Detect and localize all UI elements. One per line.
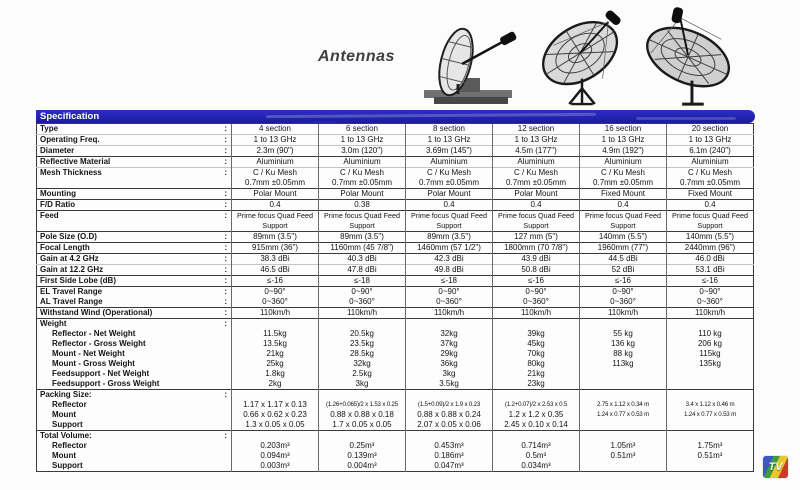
spec-header-label: Specification	[40, 111, 100, 122]
spec-value: 32kg	[406, 329, 493, 339]
row-label: Mount	[52, 410, 76, 419]
spec-value: 1460mm (57 1/2")	[406, 243, 493, 254]
spec-value: 0.7mm ±0.05mm	[232, 178, 319, 189]
spec-value	[667, 431, 754, 442]
spec-value: 0~360°	[406, 297, 493, 308]
spec-value: 0~90°	[232, 287, 319, 298]
spec-value: 115kg	[667, 349, 754, 359]
spec-value: 915mm (36")	[232, 243, 319, 254]
spec-row	[37, 287, 754, 298]
spec-value: 38.3 dBi	[232, 254, 319, 265]
spec-value: 1 to 13 GHz	[667, 135, 754, 146]
spec-value: (1.26+0.065)/2 x 1.53 x 0.25	[319, 400, 406, 410]
spec-value: 0.88 x 0.88 x 0.24	[406, 410, 493, 420]
spec-value: 40.3 dBi	[319, 254, 406, 265]
page-title: Antennas	[318, 48, 395, 65]
spec-value	[667, 420, 754, 431]
spec-value: 135kg	[667, 359, 754, 369]
spec-value: 21kg	[493, 369, 580, 379]
spec-value: 36kg	[406, 359, 493, 369]
satellite-dish-photo-2	[534, 6, 632, 110]
spec-value	[232, 390, 319, 401]
ink-smudge-icon	[266, 113, 596, 118]
spec-value: (1.2+0.07)/2 x 2.53 x 0.5	[493, 400, 580, 410]
spec-value: 110km/h	[667, 308, 754, 319]
spec-value: 0.88 x 0.88 x 0.18	[319, 410, 406, 420]
spec-value: Prime focus Quad Feed Support	[406, 211, 493, 232]
spec-value: 1.24 x 0.77 x 0.53 m	[667, 410, 754, 420]
spec-value: 1 to 13 GHz	[406, 135, 493, 146]
spec-table	[36, 123, 754, 472]
spec-value: 140mm (5.5")	[667, 232, 754, 243]
spec-value: ≤-18	[406, 276, 493, 287]
spec-value: 0~90°	[493, 287, 580, 298]
row-label: First Side Lobe (dB) :	[37, 276, 232, 287]
spec-value: 20.5kg	[319, 329, 406, 339]
spec-value: 140mm (5.5")	[580, 232, 667, 243]
spec-value: 53.1 dBi	[667, 265, 754, 276]
spec-value: 1.05m³	[580, 441, 667, 451]
spec-value: 110 kg	[667, 329, 754, 339]
row-label: Support	[52, 420, 83, 429]
spec-table-body	[37, 124, 754, 472]
spec-value: 52 dBi	[580, 265, 667, 276]
spec-value: 0.203m³	[232, 441, 319, 451]
spec-value: Polar Mount	[493, 189, 580, 200]
spec-value: 0.51m³	[667, 451, 754, 461]
ink-smudge-icon	[636, 117, 736, 120]
spec-value: 0~90°	[319, 287, 406, 298]
spec-value: 12 section	[493, 124, 580, 135]
spec-value: 3kg	[319, 379, 406, 390]
spec-value: 0.7mm ±0.05mm	[667, 178, 754, 189]
row-label: Mount	[52, 451, 76, 460]
spec-value: ≤-18	[319, 276, 406, 287]
spec-value: 3.4 x 1.12 x 0.46 m	[667, 400, 754, 410]
spec-value: 0.7mm ±0.05mm	[580, 178, 667, 189]
spec-value: 1.3 x 0.05 x 0.05	[232, 420, 319, 431]
spec-row	[37, 157, 754, 168]
spec-value: ≤-16	[667, 276, 754, 287]
row-label: Withstand Wind (Operational) :	[37, 308, 232, 319]
spec-value: Prime focus Quad Feed Support	[319, 211, 406, 232]
satellite-dish-photo-3	[636, 6, 744, 110]
row-label: Mounting :	[37, 189, 232, 200]
row-label: Gain at 12.2 GHz :	[37, 265, 232, 276]
spec-value: Aluminium	[319, 157, 406, 168]
spec-value: C / Ku Mesh	[406, 168, 493, 179]
spec-value	[493, 390, 580, 401]
spec-value: 0.047m³	[406, 461, 493, 472]
spec-value: 0.004m³	[319, 461, 406, 472]
spec-value: Fixed Mount	[580, 189, 667, 200]
spec-value: 0.186m³	[406, 451, 493, 461]
spec-row	[37, 319, 754, 330]
row-label: Feedsupport - Net Weight	[52, 369, 150, 378]
spec-value: 0.034m³	[493, 461, 580, 472]
spec-row	[37, 308, 754, 319]
spec-value: 6 section	[319, 124, 406, 135]
spec-value	[232, 431, 319, 442]
spec-value: 1160mm (45 7/8")	[319, 243, 406, 254]
spec-value: Prime focus Quad Feed Support	[667, 211, 754, 232]
spec-value: 206 kg	[667, 339, 754, 349]
spec-value: 13.5kg	[232, 339, 319, 349]
spec-value: 0~90°	[667, 287, 754, 298]
spec-value: 2.5kg	[319, 369, 406, 379]
row-label: Feedsupport - Gross Weight	[52, 379, 160, 388]
spec-row	[37, 135, 754, 146]
spec-row	[37, 379, 754, 390]
spec-value: Prime focus Quad Feed Support	[493, 211, 580, 232]
spec-row	[37, 349, 754, 359]
spec-value	[580, 390, 667, 401]
spec-row	[37, 189, 754, 200]
spec-value: 113kg	[580, 359, 667, 369]
spec-value: 6.1m (240")	[667, 146, 754, 157]
spec-row	[37, 265, 754, 276]
spec-value: 2440mm (96")	[667, 243, 754, 254]
spec-value: 0~90°	[580, 287, 667, 298]
spec-value: 127 mm (5")	[493, 232, 580, 243]
spec-value: 0.7mm ±0.05mm	[493, 178, 580, 189]
spec-value: 0.094m³	[232, 451, 319, 461]
spec-row	[37, 211, 754, 232]
spec-value: 1.17 x 1.17 x 0.13	[232, 400, 319, 410]
spec-value: 89mm (3.5")	[406, 232, 493, 243]
spec-value: 80kg	[493, 359, 580, 369]
spec-value: 0.51m³	[580, 451, 667, 461]
spec-value: 1 to 13 GHz	[493, 135, 580, 146]
spec-value: 47.8 dBi	[319, 265, 406, 276]
row-label: Type :	[37, 124, 232, 135]
spec-row	[37, 297, 754, 308]
spec-value: 0~360°	[667, 297, 754, 308]
row-label: F/D Ratio :	[37, 200, 232, 211]
spec-row	[37, 276, 754, 287]
spec-value	[406, 390, 493, 401]
spec-value: 16 section	[580, 124, 667, 135]
spec-value	[493, 319, 580, 330]
spec-value	[580, 319, 667, 330]
spec-value: 4.5m (177")	[493, 146, 580, 157]
spec-value: 1960mm (77")	[580, 243, 667, 254]
spec-value: 0.7mm ±0.05mm	[406, 178, 493, 189]
spec-value: 43.9 dBi	[493, 254, 580, 265]
row-label: Operating Freq. :	[37, 135, 232, 146]
spec-value: 25kg	[232, 359, 319, 369]
spec-row	[37, 243, 754, 254]
spec-value: 110km/h	[232, 308, 319, 319]
spec-row	[37, 359, 754, 369]
spec-row	[37, 168, 754, 179]
row-label: AL Travel Range :	[40, 297, 227, 306]
row-label: Mount - Gross Weight	[52, 359, 135, 368]
spec-row	[37, 254, 754, 265]
spec-value: 1 to 13 GHz	[580, 135, 667, 146]
spec-value	[319, 390, 406, 401]
spec-row	[37, 329, 754, 339]
spec-value: 0.5m³	[493, 451, 580, 461]
spec-value: Polar Mount	[406, 189, 493, 200]
spec-value: 1.75m³	[667, 441, 754, 451]
spec-value: 39kg	[493, 329, 580, 339]
spec-value: 3kg	[406, 369, 493, 379]
row-label: Pole Size (O.D) :	[37, 232, 232, 243]
spec-value	[667, 461, 754, 472]
spec-value: Aluminium	[667, 157, 754, 168]
spec-value: 0.003m³	[232, 461, 319, 472]
spec-value: 3.69m (145")	[406, 146, 493, 157]
spec-value: 89mm (3.5")	[319, 232, 406, 243]
tv-logo	[763, 456, 788, 478]
spec-row	[37, 124, 754, 135]
spec-value: Aluminium	[232, 157, 319, 168]
spec-value: 4.9m (192")	[580, 146, 667, 157]
spec-row	[37, 441, 754, 451]
spec-value: 11.5kg	[232, 329, 319, 339]
spec-value: 28.5kg	[319, 349, 406, 359]
spec-value: 0.714m³	[493, 441, 580, 451]
spec-value: Prime focus Quad Feed Support	[580, 211, 667, 232]
spec-value: 4 section	[232, 124, 319, 135]
spec-value	[319, 431, 406, 442]
spec-value: C / Ku Mesh	[580, 168, 667, 179]
spec-value: 0~360°	[232, 297, 319, 308]
spec-row	[37, 146, 754, 157]
spec-value: 0~360°	[493, 297, 580, 308]
spec-value: 110km/h	[493, 308, 580, 319]
spec-value: 0.139m³	[319, 451, 406, 461]
spec-value: 2kg	[232, 379, 319, 390]
row-label: Reflector - Net Weight	[52, 329, 136, 338]
spec-value: 37kg	[406, 339, 493, 349]
spec-value: 46.0 dBi	[667, 254, 754, 265]
spec-value: 45kg	[493, 339, 580, 349]
spec-value	[667, 319, 754, 330]
spec-value: C / Ku Mesh	[232, 168, 319, 179]
spec-value: 0.7mm ±0.05mm	[319, 178, 406, 189]
spec-value: 49.8 dBi	[406, 265, 493, 276]
row-label: Reflector	[52, 441, 87, 450]
spec-value: 2.3m (90")	[232, 146, 319, 157]
spec-row	[37, 461, 754, 472]
spec-value	[580, 461, 667, 472]
spec-value: 1.8kg	[232, 369, 319, 379]
row-label: Reflector - Gross Weight	[52, 339, 146, 348]
spec-value: 29kg	[406, 349, 493, 359]
spec-value	[232, 319, 319, 330]
spec-value: 50.8 dBi	[493, 265, 580, 276]
spec-row	[37, 431, 754, 442]
spec-value: 0.25m³	[319, 441, 406, 451]
spec-value: 2.45 x 0.10 x 0.14	[493, 420, 580, 431]
row-label: Focal Length :	[37, 243, 232, 254]
spec-value: 20 section	[667, 124, 754, 135]
spec-value: 2.07 x 0.05 x 0.06	[406, 420, 493, 431]
spec-value: 136 kg	[580, 339, 667, 349]
spec-value	[493, 431, 580, 442]
spec-value: 32kg	[319, 359, 406, 369]
spec-value: 23.5kg	[319, 339, 406, 349]
spec-value: 3.5kg	[406, 379, 493, 390]
spec-value	[667, 390, 754, 401]
row-label: Gain at 4.2 GHz :	[37, 254, 232, 265]
spec-value: 0.4	[667, 200, 754, 211]
tv-logo-label: TV	[768, 461, 783, 473]
row-label	[37, 178, 232, 189]
spec-value: 0.4	[406, 200, 493, 211]
spec-value: 0.4	[580, 200, 667, 211]
row-label: Reflector	[52, 400, 87, 409]
spec-value: 1 to 13 GHz	[232, 135, 319, 146]
spec-value: 23kg	[493, 379, 580, 390]
spec-value: 88 kg	[580, 349, 667, 359]
spec-row	[37, 451, 754, 461]
spec-value: 0~360°	[319, 297, 406, 308]
spec-value	[667, 379, 754, 390]
row-label: Feed :	[37, 211, 232, 232]
spec-value: 1.2 x 1.2 x 0.35	[493, 410, 580, 420]
spec-row	[37, 200, 754, 211]
row-label: Packing Size: :	[37, 390, 232, 401]
spec-value: Aluminium	[406, 157, 493, 168]
row-label: Diameter :	[37, 146, 232, 157]
spec-value: C / Ku Mesh	[493, 168, 580, 179]
spec-value: Aluminium	[580, 157, 667, 168]
row-label: EL Travel Range :	[37, 287, 232, 298]
spec-value: 0.453m³	[406, 441, 493, 451]
spec-value: Prime focus Quad Feed Support	[232, 211, 319, 232]
spec-row	[37, 232, 754, 243]
spec-row	[37, 390, 754, 401]
spec-value	[406, 319, 493, 330]
spec-value	[580, 379, 667, 390]
spec-value: 89mm (3.5")	[232, 232, 319, 243]
row-label: Weight :	[37, 319, 232, 330]
spec-value	[580, 369, 667, 379]
spec-value	[406, 431, 493, 442]
spec-value: 110km/h	[580, 308, 667, 319]
spec-value: 0.4	[493, 200, 580, 211]
row-label: Reflective Material :	[37, 157, 232, 168]
spec-value	[580, 431, 667, 442]
spec-value	[580, 420, 667, 431]
spec-value: Polar Mount	[319, 189, 406, 200]
spec-row	[37, 400, 754, 410]
spec-value: 42.3 dBi	[406, 254, 493, 265]
row-label: Mount - Net Weight	[52, 349, 125, 358]
spec-row	[37, 410, 754, 420]
spec-row	[37, 178, 754, 189]
spec-value: (1.5+0.09)/2 x 1.9 x 0.23	[406, 400, 493, 410]
spec-row	[37, 339, 754, 349]
row-label: Mesh Thickness :	[37, 168, 232, 179]
spec-value: ≤-16	[493, 276, 580, 287]
spec-value: 44.5 dBi	[580, 254, 667, 265]
spec-value: 70kg	[493, 349, 580, 359]
spec-value: 55 kg	[580, 329, 667, 339]
satellite-dish-photo-1	[418, 24, 530, 108]
row-label: Support	[52, 461, 83, 470]
spec-value: 110km/h	[406, 308, 493, 319]
spec-value: 3.0m (120")	[319, 146, 406, 157]
spec-value: C / Ku Mesh	[667, 168, 754, 179]
spec-value: 1.24 x 0.77 x 0.53 m	[580, 410, 667, 420]
spec-value: 1800mm (70 7/8")	[493, 243, 580, 254]
spec-value: 0.66 x 0.62 x 0.23	[232, 410, 319, 420]
spec-value: Polar Mount	[232, 189, 319, 200]
spec-row	[37, 369, 754, 379]
spec-value: 0.38	[319, 200, 406, 211]
spec-value: Fixed Mount	[667, 189, 754, 200]
spec-value: 1 to 13 GHz	[319, 135, 406, 146]
spec-value: 8 section	[406, 124, 493, 135]
row-label: Total Volume: :	[37, 431, 232, 442]
spec-value: 0.4	[232, 200, 319, 211]
spec-value: Aluminium	[493, 157, 580, 168]
spec-value: C / Ku Mesh	[319, 168, 406, 179]
spec-value: 2.75 x 1.12 x 0.34 m	[580, 400, 667, 410]
spec-value: 110km/h	[319, 308, 406, 319]
spec-value: 0~360°	[580, 297, 667, 308]
spec-value: 0~90°	[406, 287, 493, 298]
spec-value: 46.5 dBi	[232, 265, 319, 276]
spec-value	[319, 319, 406, 330]
spec-value	[667, 369, 754, 379]
spec-value: ≤-16	[580, 276, 667, 287]
spec-header-bar	[36, 110, 755, 123]
spec-value: ≤-16	[232, 276, 319, 287]
spec-row	[37, 420, 754, 431]
spec-value: 21kg	[232, 349, 319, 359]
spec-value: 1.7 x 0.05 x 0.05	[319, 420, 406, 431]
